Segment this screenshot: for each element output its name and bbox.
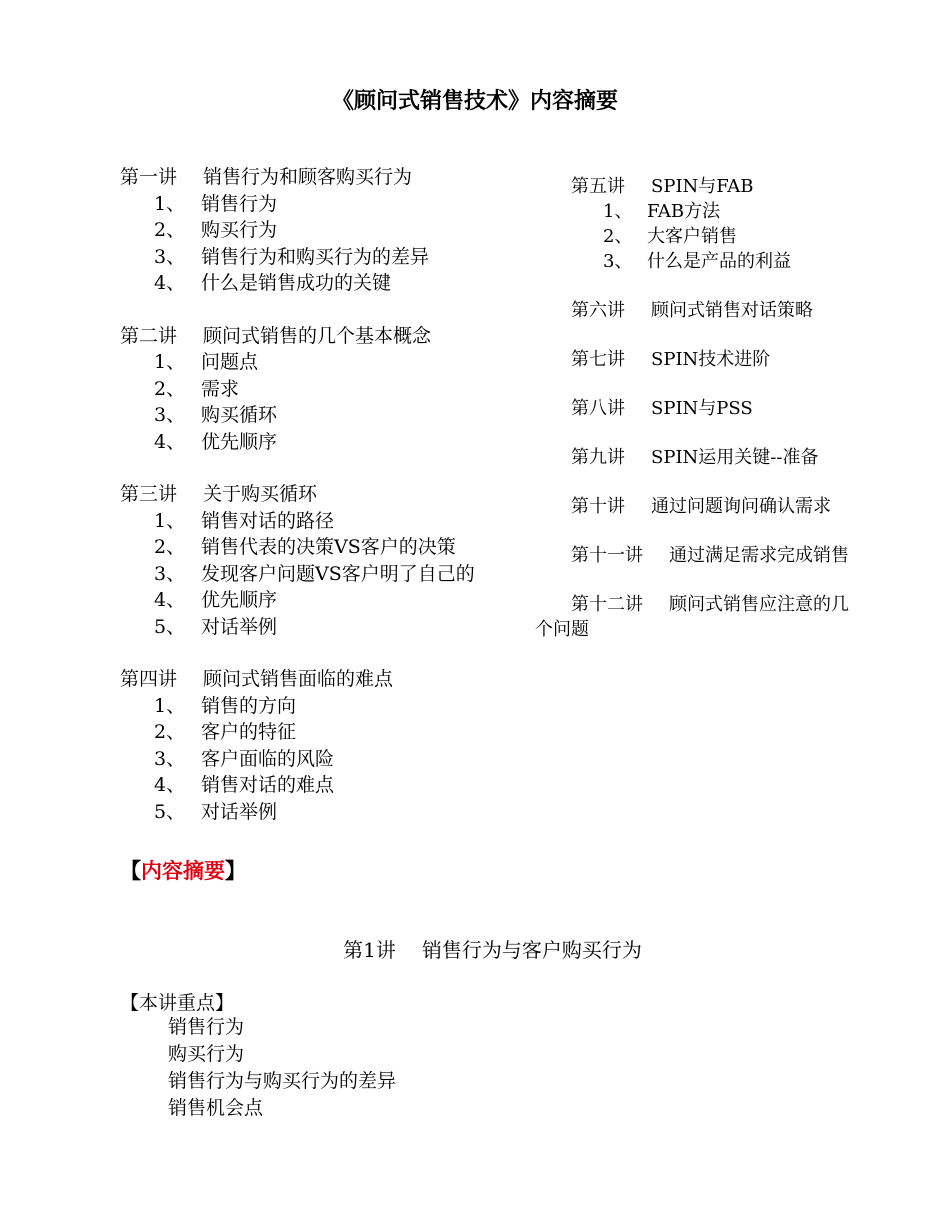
item-text: 优先顺序 [201, 430, 278, 453]
item-number: 1、 [603, 201, 633, 222]
lecture-number: 第六讲 [571, 300, 625, 321]
item-number: 2、 [154, 536, 186, 558]
lecture-title: 顾问式销售应注意的几个问题 [535, 594, 849, 640]
lecture-number: 第九讲 [571, 447, 625, 468]
item-text: 大客户销售 [647, 226, 737, 247]
lecture-item [120, 693, 525, 720]
item-text: 对话举例 [201, 615, 278, 638]
lecture-item [120, 270, 525, 297]
item-number: 1、 [154, 351, 186, 373]
lecture-item [535, 199, 855, 224]
lecture-title: SPIN与FAB [651, 176, 754, 197]
item-text: 销售行为和购买行为的差异 [201, 245, 430, 268]
key-point-item: 销售行为 [168, 1016, 245, 1038]
item-text: 销售对话的难点 [201, 774, 335, 796]
lecture-heading [120, 323, 525, 350]
lecture-item [120, 191, 525, 218]
item-number: 3、 [154, 562, 186, 585]
key-points-list [168, 1014, 396, 1122]
item-text: 购买行为 [201, 219, 278, 241]
lecture-number: 第五讲 [571, 176, 625, 197]
item-number: 3、 [154, 245, 186, 268]
lecture-heading [535, 494, 855, 519]
lecture-block [120, 481, 525, 640]
lecture-block [120, 666, 525, 825]
lecture-block [535, 592, 855, 642]
lecture-number: 第八讲 [571, 398, 625, 419]
lecture-title: 顾问式销售对话策略 [651, 300, 813, 321]
item-number: 5、 [154, 800, 186, 823]
item-number: 1、 [154, 694, 186, 717]
document-title: 《顾问式销售技术》内容摘要 [331, 89, 618, 114]
key-point-item: 销售行为与购买行为的差异 [168, 1070, 397, 1092]
item-text: 发现客户问题VS客户明了自己的 [201, 562, 475, 585]
key-point-item: 购买行为 [168, 1043, 245, 1065]
item-text: 问题点 [201, 351, 259, 373]
lecture-block [120, 164, 525, 297]
lecture-heading [535, 298, 855, 323]
lecture-number: 第四讲 [120, 668, 178, 690]
item-text: 销售的方向 [201, 694, 297, 717]
key-point-item: 销售机会点 [168, 1097, 264, 1119]
lecture-block [535, 396, 855, 421]
lecture-item [120, 719, 525, 746]
item-text: 什么是销售成功的关键 [201, 272, 392, 294]
lecture-block [535, 347, 855, 372]
item-number: 4、 [154, 589, 186, 611]
item-text: 优先顺序 [201, 589, 278, 611]
lecture-heading [535, 543, 855, 568]
section-title-text: 销售行为与客户购买行为 [421, 938, 642, 962]
lecture-number: 第十二讲 [571, 594, 643, 615]
item-number: 1、 [154, 509, 186, 532]
lecture-title: 关于购买循环 [203, 483, 318, 505]
item-text: 需求 [201, 377, 240, 400]
summary-bracket-close: 】 [225, 859, 246, 883]
lecture-heading [535, 396, 855, 421]
left-toc-column [120, 164, 525, 851]
lecture-heading [120, 164, 525, 191]
section-number: 第1讲 [343, 938, 396, 962]
lecture-block [535, 174, 855, 274]
lecture-item [120, 614, 525, 641]
lecture-title: 顾问式销售的几个基本概念 [203, 324, 432, 347]
item-text: 销售代表的决策VS客户的决策 [201, 536, 456, 558]
item-number: 3、 [154, 404, 186, 426]
item-number: 2、 [603, 226, 633, 247]
lecture-number: 第七讲 [571, 349, 625, 370]
lecture-title: SPIN与PSS [651, 398, 753, 419]
lecture-title: 销售行为和顾客购买行为 [203, 166, 413, 188]
item-number: 1、 [154, 192, 186, 215]
lecture-item [120, 244, 525, 271]
lecture-item [120, 746, 525, 773]
content-summary-heading [120, 855, 246, 885]
lecture-title: 通过满足需求完成销售 [669, 545, 849, 566]
lecture-heading [535, 592, 855, 642]
item-number: 5、 [154, 615, 186, 638]
lecture-number: 第二讲 [120, 324, 178, 347]
item-number: 2、 [154, 219, 186, 241]
lecture-heading [120, 666, 525, 693]
item-text: 销售对话的路径 [201, 509, 335, 532]
lecture-title: 通过问题询问确认需求 [651, 496, 831, 517]
lecture-heading [535, 445, 855, 470]
item-text: 客户的特征 [201, 721, 297, 743]
lecture-title: 顾问式销售面临的难点 [203, 668, 394, 690]
item-number: 2、 [154, 721, 186, 743]
section-heading [0, 934, 950, 963]
item-text: 销售行为 [201, 192, 278, 215]
lecture-item [120, 402, 525, 429]
lecture-number: 第三讲 [120, 483, 178, 505]
lecture-block [120, 323, 525, 456]
item-number: 3、 [603, 251, 633, 272]
lecture-block [535, 494, 855, 519]
lecture-item [120, 508, 525, 535]
item-text: 什么是产品的利益 [647, 251, 791, 272]
summary-label-text: 内容摘要 [141, 859, 225, 883]
lecture-number: 第十讲 [571, 496, 625, 517]
lecture-item [120, 772, 525, 799]
lecture-item [120, 217, 525, 244]
item-number: 2、 [154, 377, 186, 400]
lecture-heading [535, 174, 855, 199]
lecture-item [535, 224, 855, 249]
lecture-heading [120, 481, 525, 508]
item-number: 4、 [154, 272, 186, 294]
item-number: 4、 [154, 774, 186, 796]
item-text: 购买循环 [201, 404, 278, 426]
lecture-title: SPIN技术进阶 [651, 349, 771, 370]
item-text: 客户面临的风险 [201, 747, 335, 770]
lecture-number: 第一讲 [120, 166, 178, 188]
lecture-item [535, 249, 855, 274]
item-number: 4、 [154, 430, 186, 453]
lecture-items [535, 199, 855, 274]
item-text: FAB方法 [647, 201, 721, 222]
key-points-label: 【本讲重点】 [120, 992, 235, 1014]
item-number: 3、 [154, 747, 186, 770]
lecture-item [120, 376, 525, 403]
lecture-item [120, 799, 525, 826]
lecture-heading [535, 347, 855, 372]
lecture-title: SPIN运用关键--准备 [651, 447, 819, 468]
lecture-item [120, 349, 525, 376]
lecture-number: 第十一讲 [571, 545, 643, 566]
lecture-block [535, 543, 855, 568]
lecture-block [535, 298, 855, 323]
lecture-item [120, 561, 525, 588]
lecture-item [120, 587, 525, 614]
summary-bracket-open: 【 [120, 859, 141, 883]
lecture-item [120, 429, 525, 456]
lecture-block [535, 445, 855, 470]
lecture-item [120, 534, 525, 561]
item-text: 对话举例 [201, 800, 278, 823]
right-toc-column [535, 174, 855, 666]
